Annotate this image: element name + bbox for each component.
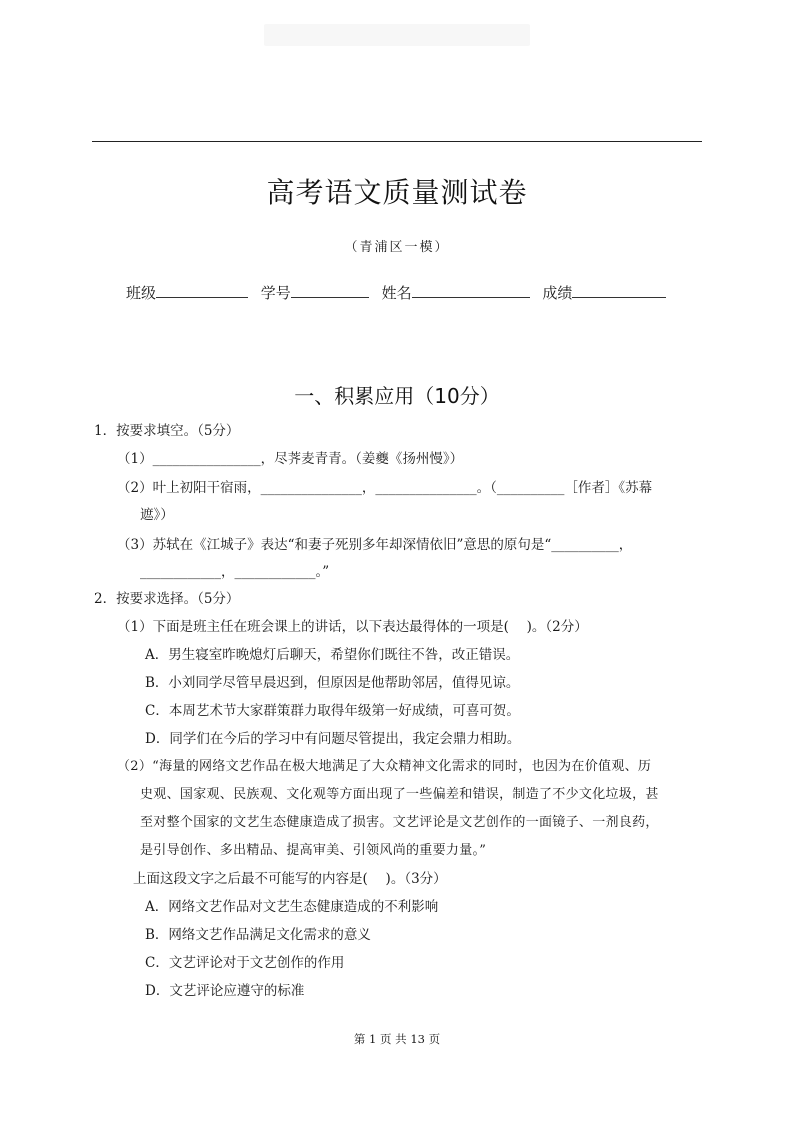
section-heading: 一、积累应用（10分）	[294, 384, 500, 408]
q1-sub3-line1: （3）苏轼在《江城子》表达“和妻子死别多年却深情依旧”意思的原句是“__________，	[117, 537, 633, 553]
class-label: 班级	[126, 284, 157, 302]
page-title: 高考语文质量测试卷	[266, 176, 528, 209]
student-id-blank[interactable]	[291, 283, 369, 298]
name-label: 姓名	[381, 284, 412, 302]
exam-subtitle: （青浦区一模）	[344, 240, 450, 255]
q2-sub1-option-c: C．本周艺术节大家群策群力取得年级第一好成绩，可喜可贺。	[145, 703, 520, 719]
q2-sub2-option-b: B．网络文艺作品满足文化需求的意义	[145, 927, 371, 943]
q1-sub2-line1: （2）叶上初阳干宿雨，_______________，_______________。（__________［作者］《苏幕	[117, 480, 653, 496]
class-blank[interactable]	[156, 283, 248, 298]
q2-passage-line2: 史观、国家观、民族观、文化观等方面出现了一些偏差和错误，制造了不少文化垃圾，甚	[140, 787, 659, 802]
q2-sub2-question: 上面这段文字之后最不可能写的内容是( )。（3分）	[133, 871, 447, 887]
q2-sub1-option-a: A．男生寝室昨晚熄灯后聊天，希望你们既往不咎，改正错误。	[145, 647, 520, 663]
q1-sub3-line2: ____________，____________。”	[140, 564, 330, 580]
student-info-fields	[126, 282, 674, 303]
q2-sub2-option-a: A．网络文艺作品对文艺生态健康造成的不利影响	[145, 899, 439, 915]
header-rule	[92, 141, 702, 142]
q1-sub2-line2: 遮》）	[140, 507, 174, 523]
q2-passage-line3: 至对整个国家的文艺生态健康造成了损害。文艺评论是文艺创作的一面镜子、一剂良药，	[140, 815, 659, 830]
student-id-label: 学号	[260, 284, 291, 302]
q2-sub2-option-c: C．文艺评论对于文艺创作的作用	[145, 955, 345, 971]
q2-sub1-question: （1）下面是班主任在班会课上的讲话，以下表达最得体的一项是( )。（2分）	[117, 619, 588, 635]
name-blank[interactable]	[412, 283, 530, 298]
q2-sub1-option-d: D．同学们在今后的学习中有问题尽管提出，我定会鼎力相助。	[145, 731, 521, 747]
q2-passage-line1: （2）“海量的网络文艺作品在极大地满足了大众精神文化需求的同时，也因为在价值观、历	[117, 759, 652, 774]
page-number-footer: 第 1 页 共 13 页	[353, 1032, 441, 1046]
header-blur-strip	[264, 24, 530, 46]
q2-sub2-option-d: D．文艺评论应遵守的标准	[145, 983, 305, 999]
q2-stem: 2．按要求选择。（5分）	[94, 591, 240, 607]
q1-stem: 1．按要求填空。（5分）	[94, 423, 240, 439]
q2-passage-line4: 是引导创作、多出精品、提高审美、引领风尚的重要力量。”	[140, 843, 487, 858]
score-blank[interactable]	[572, 283, 666, 298]
q1-sub1: （1）________________，尽荠麦青青。（姜夔《扬州慢》）	[117, 451, 464, 467]
q2-sub1-option-b: B．小刘同学尽管早晨迟到，但原因是他帮助邻居，值得见谅。	[145, 675, 520, 691]
score-label: 成绩	[542, 284, 573, 302]
